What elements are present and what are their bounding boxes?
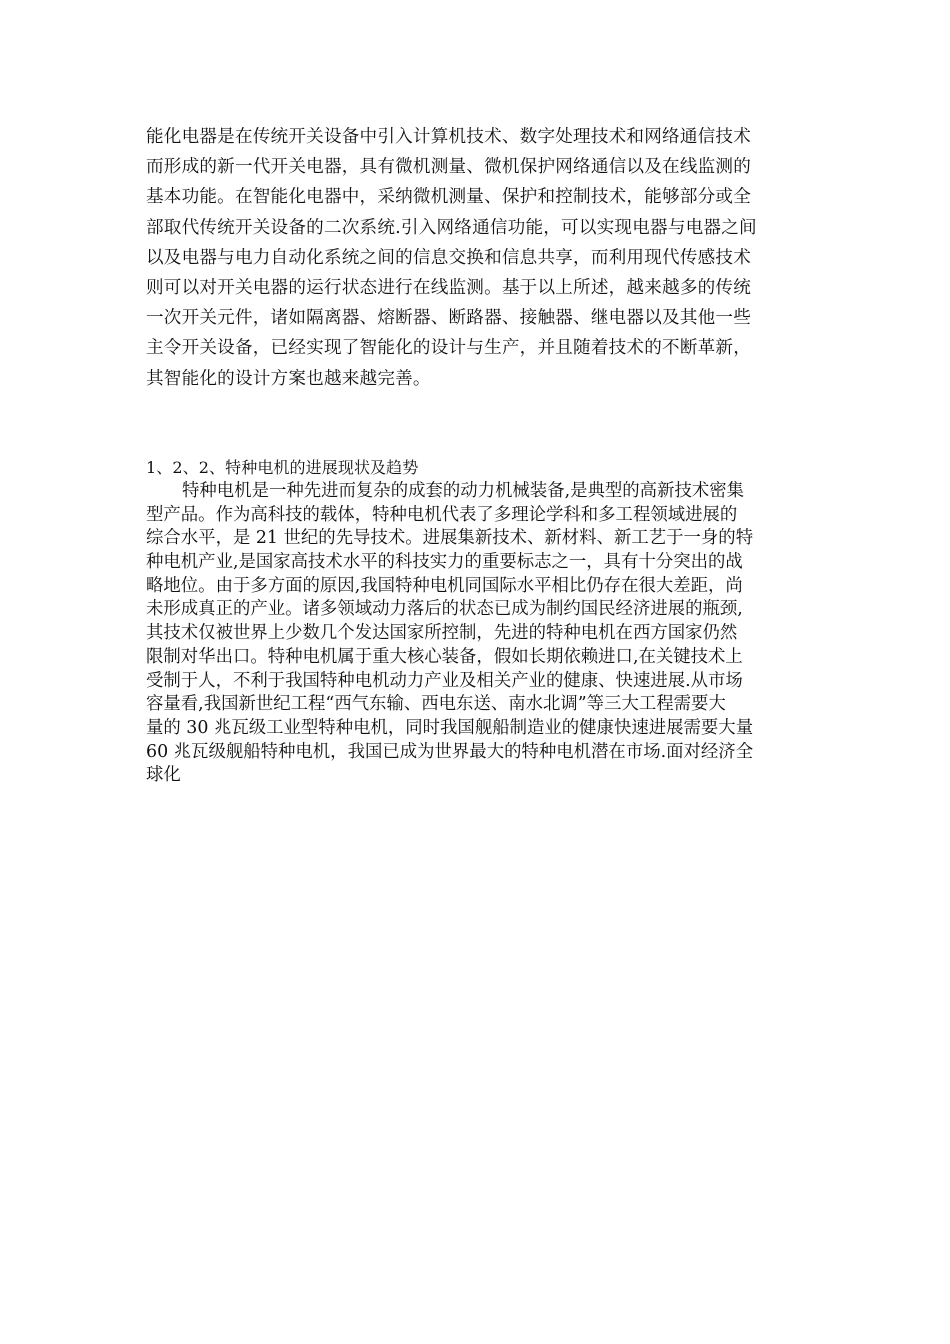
paragraph-line: 其智能化的设计方案也越来越完善。 xyxy=(146,368,431,389)
paragraph-line: 主令开关设备，已经实现了智能化的设计与生产，并且随着技术的不断革新， xyxy=(146,338,751,359)
paragraph-line: 而形成的新一代开关电器，具有微机测量、微机保护网络通信以及在线监测的 xyxy=(146,157,751,178)
paragraph-line: 部取代传统开关设备的二次系统.引入网络通信功能，可以实现电器与电器之间 xyxy=(146,217,757,238)
paragraph-line: 略地位。由于多方面的原因,我国特种电机同国际水平相比仍存在很大差距，尚 xyxy=(146,575,743,596)
paragraph-line: 综合水平，是 21 世纪的先导技术。进展集新技术、新材料、新工艺于一身的特 xyxy=(146,528,754,549)
paragraph-line: 特种电机是一种先进而复杂的成套的动力机械装备,是典型的高新技术密集 xyxy=(182,481,745,501)
section-heading: 1、2、2、特种电机的进展现状及趋势 xyxy=(146,458,419,477)
paragraph-line: 则可以对开关电器的运行状态进行在线监测。基于以上所述，越来越多的传统 xyxy=(146,277,751,298)
paragraph-line: 未形成真正的产业。诸多领域动力落后的状态已成为制约国民经济进展的瓶颈, xyxy=(146,599,743,620)
paragraph-line: 其技术仅被世界上少数几个发达国家所控制，先进的特种电机在西方国家仍然 xyxy=(146,623,738,644)
paragraph-line: 种电机产业,是国家高技术水平的科技实力的重要标志之一，具有十分突出的战 xyxy=(146,552,743,573)
paragraph-line: 受制于人，不利于我国特种电机动力产业及相关产业的健康、快速进展.从市场 xyxy=(146,670,743,691)
paragraph-line: 限制对华出口。特种电机属于重大核心装备，假如长期依赖进口,在关键技术上 xyxy=(146,646,743,667)
paragraph-line: 量的 30 兆瓦级工业型特种电机，同时我国舰船制造业的健康快速进展需要大量 xyxy=(146,717,754,738)
paragraph-line: 能化电器是在传统开关设备中引入计算机技术、数字处理技术和网络通信技术 xyxy=(146,127,751,147)
paragraph-line: 容量看,我国新世纪工程“西气东输、西电东送、南水北调”等三大工程需要大 xyxy=(146,694,726,715)
paragraph-line: 60 兆瓦级舰船特种电机，我国已成为世界最大的特种电机潜在市场.面对经济全 xyxy=(146,741,754,762)
paragraph-line: 基本功能。在智能化电器中，采纳微机测量、保护和控制技术，能够部分或全 xyxy=(146,187,751,208)
paragraph-line: 型产品。作为高科技的载体，特种电机代表了多理论学科和多工程领域进展的 xyxy=(146,504,738,525)
paragraph-special-motors xyxy=(146,480,826,788)
paragraph-line: 一次开关元件，诸如隔离器、熔断器、断路器、接触器、继电器以及其他一些 xyxy=(146,308,751,329)
paragraph-line: 以及电器与电力自动化系统之间的信息交换和信息共享，而利用现代传感技术 xyxy=(146,247,751,268)
paragraph-smart-electrical-apparatus xyxy=(146,122,816,394)
paragraph-line: 球化 xyxy=(146,765,181,786)
